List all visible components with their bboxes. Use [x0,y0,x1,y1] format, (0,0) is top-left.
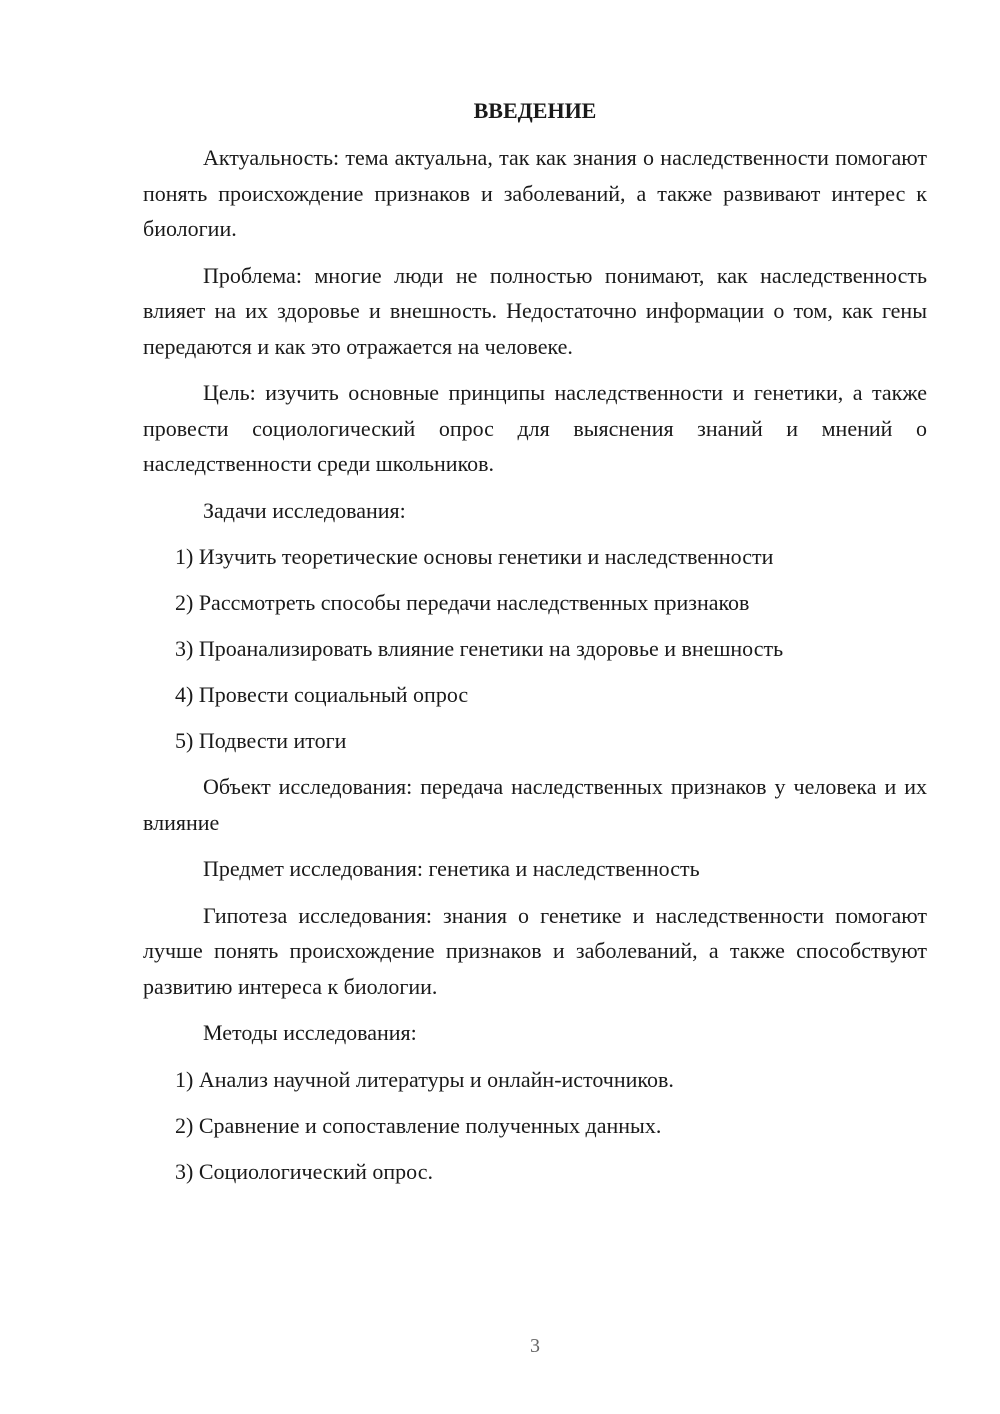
list-item: 2) Сравнение и сопоставление полученных данных. [175,1112,662,1138]
list-item: 3) Проанализировать влияние генетики на здоровье и внешность [175,636,784,661]
subject-paragraph: Предмет исследования: генетика и наследственность [203,856,700,881]
list-item: 5) Подвести итоги [175,728,347,753]
hypothesis-paragraph: Гипотеза исследования: знания о генетике и наследственности помогают лучше понять происхождение признаков и заболеваний, а также способствуют развитию интереса к биологии. [143,902,927,999]
page-title: ВВЕДЕНИЕ [473,98,597,123]
page-number: 3 [530,1335,540,1357]
problem-paragraph: Проблема: многие люди не полностью понимают, как наследственность влияет на их здоровье и внешность. Недостаточно информации о том, как гены передаются и как это отражается на человеке. [143,262,927,359]
tasks-list [143,539,927,759]
list-item: 4) Провести социальный опрос [175,682,469,707]
relevance-paragraph: Актуальность: тема актуальна, так как знания о наследственности помогают понять происхождение признаков и заболеваний, а также развивают интерес к биологии. [143,145,927,241]
goal-paragraph: Цель: изучить основные принципы наследственности и генетики, а также провести социологический опрос для выяснения знаний и мнений о наследственности среди школьников. [143,380,927,476]
object-paragraph: Объект исследования: передача наследственных признаков у человека и их влияние [143,774,927,835]
tasks-title: Задачи исследования: [203,497,406,523]
list-item: 1) Изучить теоретические основы генетики и наследственности [175,544,774,569]
document-page [143,0,927,1414]
list-item: 2) Рассмотреть способы передачи наследственных признаков [175,590,750,615]
list-item: 1) Анализ научной литературы и онлайн-источников. [175,1066,674,1092]
methods-title: Методы исследования: [203,1020,417,1045]
list-item: 3) Социологический опрос. [175,1158,433,1184]
document-body [143,140,927,1200]
methods-list [143,1062,927,1190]
